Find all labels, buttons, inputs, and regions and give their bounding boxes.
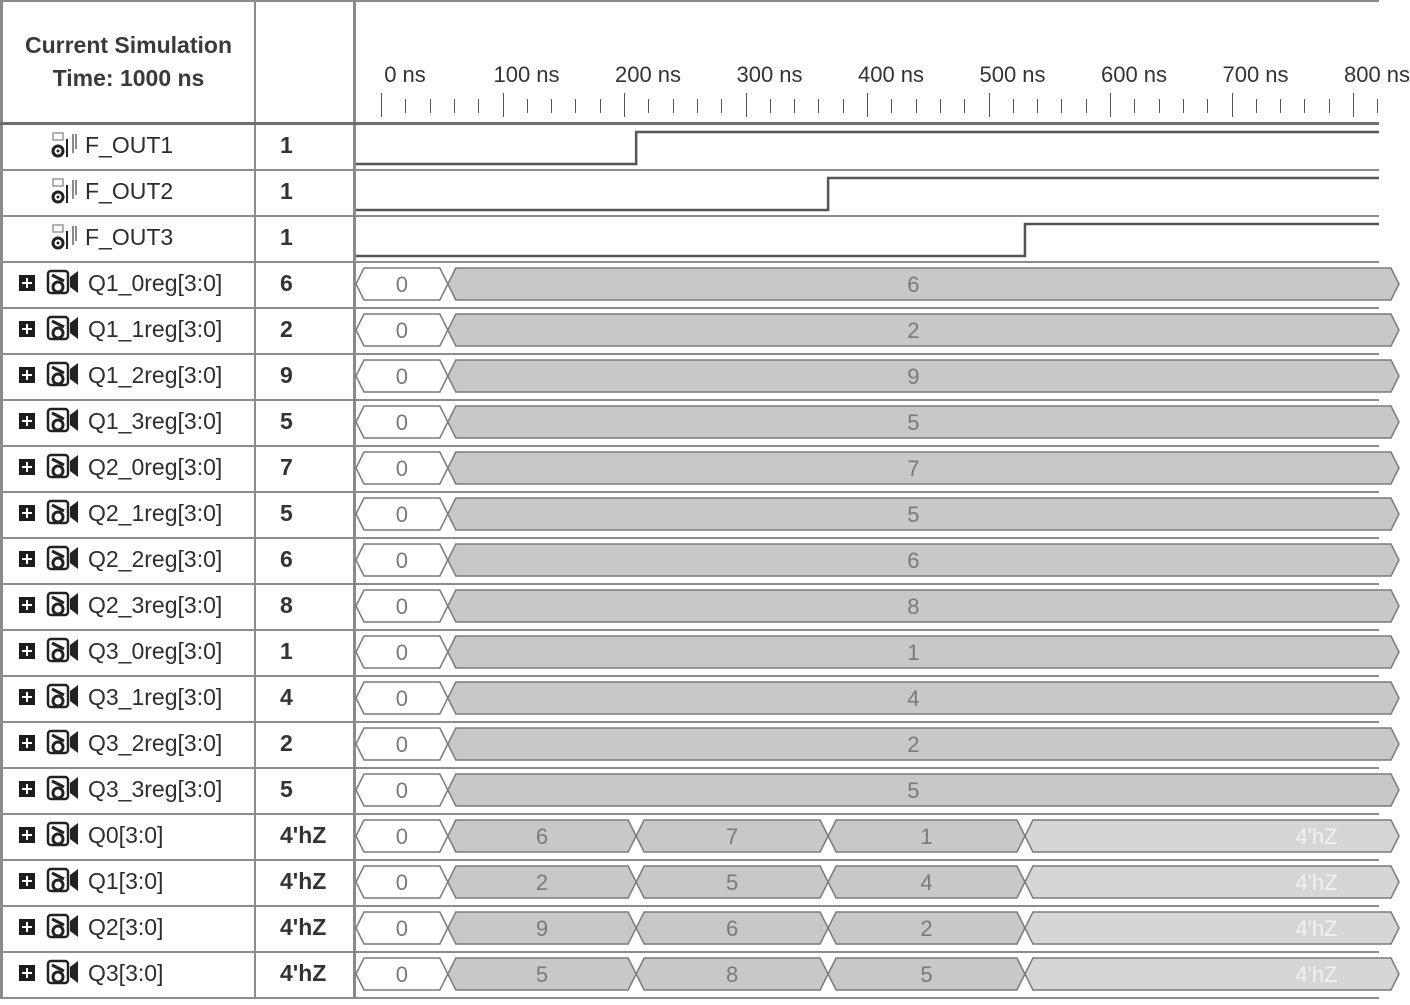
minor-tick — [697, 99, 698, 113]
waveform-cell[interactable] — [356, 723, 1379, 769]
bus-value-label: 0 — [395, 456, 409, 481]
output-bit-icon — [47, 177, 81, 207]
waveform-cell[interactable] — [356, 815, 1379, 861]
signal-row[interactable] — [0, 125, 1379, 171]
major-tick — [1232, 93, 1233, 117]
minor-tick — [1329, 99, 1330, 113]
signal-name: Q3_2reg[3:0] — [88, 730, 223, 756]
signal-value: 4'hZ — [256, 953, 356, 999]
minor-tick — [843, 99, 844, 113]
output-bit-icon — [47, 223, 81, 253]
signal-icon-wrapper — [46, 499, 82, 534]
signal-name: Q2_0reg[3:0] — [88, 454, 223, 480]
signal-icon-wrapper — [46, 407, 82, 442]
bus-value-label: 9 — [907, 364, 920, 389]
bus-register-icon — [46, 499, 82, 529]
signal-name-cell[interactable] — [0, 539, 256, 585]
bus-register-icon — [46, 269, 82, 299]
bus-register-icon — [46, 453, 82, 483]
bus-value-label: 0 — [395, 686, 409, 711]
signal-value: 9 — [256, 355, 356, 401]
bus-register-icon — [46, 637, 82, 667]
waveform-cell[interactable] — [356, 953, 1379, 999]
signal-name-cell[interactable] — [0, 355, 256, 401]
expand-plus-icon[interactable] — [19, 459, 35, 475]
major-tick — [381, 93, 382, 117]
signal-name-cell[interactable] — [0, 769, 256, 815]
bus-value-label: 6 — [535, 824, 549, 849]
signal-row[interactable] — [0, 723, 1379, 769]
signal-row[interactable] — [0, 631, 1379, 677]
signal-value: 4'hZ — [256, 861, 356, 907]
signal-row[interactable] — [0, 493, 1379, 539]
signal-icon-wrapper — [46, 959, 82, 994]
signal-icon-wrapper — [46, 545, 82, 580]
signal-row[interactable] — [0, 769, 1379, 815]
bus-value-label: 0 — [395, 548, 409, 573]
time-tick-label: 400 ns — [857, 62, 925, 87]
bus-segment-highz — [1025, 912, 1399, 944]
bus-value-label: 0 — [395, 870, 409, 895]
bus-value-label: 0 — [395, 272, 409, 297]
time-tick-label: 600 ns — [1100, 62, 1168, 87]
bus-value-label: 5 — [907, 778, 920, 803]
waveform-svg — [356, 263, 1379, 309]
minor-tick — [964, 99, 965, 113]
bus-value-label: 0 — [395, 410, 409, 435]
bus-output-icon — [46, 821, 82, 851]
signal-name: F_OUT3 — [85, 224, 174, 250]
waveform-cell[interactable] — [356, 125, 1379, 171]
waveform-svg — [356, 539, 1379, 585]
value-column-header — [256, 2, 356, 122]
minor-tick — [575, 99, 576, 113]
major-tick — [746, 93, 747, 117]
time-tick-label: 800 ns — [1343, 62, 1410, 87]
bus-segment — [448, 636, 1399, 668]
bus-value-label: 2 — [907, 732, 920, 757]
signal-name-cell[interactable] — [0, 953, 256, 999]
minor-tick — [648, 99, 649, 113]
signal-value: 5 — [256, 401, 356, 447]
signal-icon-wrapper — [46, 637, 82, 672]
minor-tick — [527, 99, 528, 113]
bus-register-icon — [46, 591, 82, 621]
signal-value: 1 — [256, 217, 356, 263]
signal-value: 1 — [256, 125, 356, 171]
time-tick-label: 200 ns — [614, 62, 682, 87]
bus-segment-highz — [1025, 866, 1399, 898]
bus-value-label: 1 — [920, 824, 933, 849]
bus-segment — [448, 498, 1399, 530]
bus-segment-highz — [1025, 820, 1399, 852]
signal-row[interactable] — [0, 953, 1379, 999]
bus-value-label: 4'hZ — [1295, 824, 1338, 849]
waveform-svg — [356, 723, 1379, 769]
bus-register-icon — [46, 729, 82, 759]
bus-register-icon — [46, 361, 82, 391]
signal-icon-wrapper — [46, 729, 82, 764]
minor-tick — [1037, 99, 1038, 113]
bus-value-label: 0 — [395, 502, 409, 527]
major-tick — [503, 93, 504, 117]
waveform-svg — [356, 631, 1379, 677]
bus-value-label: 7 — [907, 456, 920, 481]
waveform-cell[interactable] — [356, 907, 1379, 953]
signal-icon-wrapper — [46, 315, 82, 350]
waveform-cell[interactable] — [356, 493, 1379, 539]
time-tick-label: 700 ns — [1222, 62, 1289, 87]
minor-tick — [673, 99, 674, 113]
bus-value-label: 0 — [395, 318, 409, 343]
bit-waveform — [356, 178, 1379, 210]
major-tick — [867, 93, 868, 117]
bus-value-label: 4 — [907, 686, 920, 711]
bus-value-label: 0 — [395, 916, 409, 941]
signal-value: 1 — [256, 631, 356, 677]
signal-icon-wrapper — [47, 131, 81, 166]
bus-value-label: 5 — [920, 962, 933, 987]
bus-value-label: 5 — [907, 410, 920, 435]
expand-plus-icon[interactable] — [19, 919, 35, 935]
bus-segment — [448, 544, 1399, 576]
signal-value: 2 — [256, 723, 356, 769]
minor-tick — [454, 99, 455, 113]
waveform-svg — [356, 769, 1379, 815]
signal-icon-wrapper — [47, 177, 81, 212]
bus-value-label: 0 — [395, 364, 409, 389]
waveform-cell[interactable] — [356, 309, 1379, 355]
minor-tick — [1280, 99, 1281, 113]
minor-tick — [1013, 99, 1014, 113]
bus-value-label: 2 — [907, 318, 920, 343]
signal-icon-wrapper — [46, 591, 82, 626]
minor-tick — [1183, 99, 1184, 113]
major-tick — [989, 93, 990, 117]
bus-value-label: 0 — [395, 732, 409, 757]
signal-value: 1 — [256, 171, 356, 217]
bus-value-label: 8 — [907, 594, 920, 619]
minor-tick — [818, 99, 819, 113]
bus-value-label: 2 — [535, 870, 549, 895]
signal-name: Q1_2reg[3:0] — [88, 362, 223, 388]
signal-name: Q2_1reg[3:0] — [88, 500, 223, 526]
minor-tick — [721, 99, 722, 113]
signal-value: 5 — [256, 769, 356, 815]
expand-plus-icon[interactable] — [19, 413, 35, 429]
signal-row[interactable] — [0, 815, 1379, 861]
expand-plus-icon[interactable] — [19, 689, 35, 705]
signal-name-cell[interactable] — [0, 401, 256, 447]
minor-tick — [551, 99, 552, 113]
signal-name-cell[interactable] — [0, 263, 256, 309]
output-bit-icon — [47, 131, 81, 161]
expand-plus-icon[interactable] — [19, 367, 35, 383]
bus-value-label: 2 — [920, 916, 933, 941]
waveform-cell[interactable] — [356, 447, 1379, 493]
bus-segment — [448, 682, 1399, 714]
signal-value: 6 — [256, 539, 356, 585]
waveform-svg — [356, 447, 1379, 493]
minor-tick — [1134, 99, 1135, 113]
bus-register-icon — [46, 315, 82, 345]
signal-icon-wrapper — [46, 361, 82, 396]
bus-value-label: 0 — [395, 640, 409, 665]
signal-name: Q3_0reg[3:0] — [88, 638, 223, 664]
signal-value: 8 — [256, 585, 356, 631]
minor-tick — [916, 99, 917, 113]
minor-tick — [794, 99, 795, 113]
waveform-cell[interactable] — [356, 217, 1379, 263]
bit-waveform — [356, 132, 1379, 164]
signal-name-cell[interactable] — [0, 907, 256, 953]
bus-value-label: 0 — [395, 778, 409, 803]
minor-tick — [770, 99, 771, 113]
bus-value-label: 5 — [535, 962, 549, 987]
waveform-svg — [356, 585, 1379, 631]
time-ruler[interactable] — [356, 2, 1410, 122]
major-tick — [624, 93, 625, 117]
waveform-cell[interactable] — [356, 861, 1379, 907]
signal-icon-wrapper — [46, 913, 82, 948]
bus-segment-highz — [1025, 958, 1399, 990]
waveform-svg — [356, 125, 1379, 171]
signal-icon-wrapper — [46, 821, 82, 856]
expand-plus-icon[interactable] — [19, 597, 35, 613]
signal-name-cell[interactable] — [0, 171, 256, 217]
bit-waveform — [356, 224, 1379, 256]
signal-row[interactable] — [0, 539, 1379, 585]
time-tick-label: 500 ns — [979, 62, 1046, 87]
waveform-svg — [356, 355, 1379, 401]
major-tick — [1353, 93, 1354, 117]
waveform-svg — [356, 401, 1379, 447]
bus-segment — [448, 406, 1399, 438]
bus-value-label: 0 — [395, 594, 409, 619]
bus-value-label: 5 — [726, 870, 739, 895]
signal-name: Q1_0reg[3:0] — [88, 270, 223, 296]
signal-value: 4 — [256, 677, 356, 723]
waveform-cell[interactable] — [356, 585, 1379, 631]
waveform-cell[interactable] — [356, 355, 1379, 401]
minor-tick — [1304, 99, 1305, 113]
signal-name: F_OUT2 — [85, 178, 174, 204]
waveform-cell[interactable] — [356, 401, 1379, 447]
time-tick-label: 0 ns — [384, 62, 426, 87]
bus-segment — [448, 728, 1399, 760]
signal-name: Q2_2reg[3:0] — [88, 546, 223, 572]
row-divider — [0, 997, 1379, 999]
bus-value-label: 8 — [726, 962, 739, 987]
waveform-svg — [356, 861, 1379, 907]
bus-register-icon — [46, 683, 82, 713]
expand-plus-icon[interactable] — [19, 781, 35, 797]
time-tick-label: 100 ns — [493, 62, 560, 87]
expand-plus-icon[interactable] — [19, 643, 35, 659]
signal-row[interactable] — [0, 677, 1379, 723]
simulation-title-line1: Current Simulation — [24, 32, 232, 58]
bus-value-label: 7 — [726, 824, 739, 849]
time-tick-label: 300 ns — [736, 62, 803, 87]
signal-name-cell[interactable] — [0, 815, 256, 861]
signal-name: Q3[3:0] — [88, 960, 164, 986]
waveform-svg — [356, 493, 1379, 539]
signal-name: Q3_1reg[3:0] — [88, 684, 223, 710]
signal-name-cell[interactable] — [0, 447, 256, 493]
bus-value-label: 4'hZ — [1295, 962, 1338, 987]
signal-name: Q3_3reg[3:0] — [88, 776, 223, 802]
waveform-svg — [356, 677, 1379, 723]
bus-value-label: 0 — [395, 962, 409, 987]
signal-name: Q1_1reg[3:0] — [88, 316, 223, 342]
bus-value-label: 1 — [907, 640, 920, 665]
waveform-svg — [356, 953, 1379, 999]
expand-plus-icon[interactable] — [19, 551, 35, 567]
expand-plus-icon[interactable] — [19, 321, 35, 337]
bus-register-icon — [46, 775, 82, 805]
signal-icon-wrapper — [46, 453, 82, 488]
signal-value: 4'hZ — [256, 907, 356, 953]
signal-name: Q2[3:0] — [88, 914, 164, 940]
signal-name: F_OUT1 — [85, 132, 174, 158]
signal-icon-wrapper — [47, 223, 81, 258]
signal-name-cell[interactable] — [0, 631, 256, 677]
signal-name-cell[interactable] — [0, 309, 256, 355]
signal-name-cell[interactable] — [0, 217, 256, 263]
minor-tick — [430, 99, 431, 113]
expand-plus-icon[interactable] — [19, 275, 35, 291]
signal-row[interactable] — [0, 585, 1379, 631]
signal-row[interactable] — [0, 447, 1379, 493]
bus-output-icon — [46, 867, 82, 897]
waveform-svg — [356, 815, 1379, 861]
signal-row[interactable] — [0, 861, 1379, 907]
minor-tick — [1061, 99, 1062, 113]
minor-tick — [1207, 99, 1208, 113]
waveform-cell[interactable] — [356, 539, 1379, 585]
signal-name: Q1_3reg[3:0] — [88, 408, 223, 434]
bus-segment — [448, 360, 1399, 392]
bus-segment — [448, 314, 1399, 346]
bus-value-label: 9 — [535, 916, 549, 941]
waveform-cell[interactable] — [356, 631, 1379, 677]
signal-name-cell[interactable] — [0, 585, 256, 631]
bus-segment — [448, 452, 1399, 484]
bus-value-label: 0 — [395, 824, 409, 849]
bus-segment — [448, 268, 1399, 300]
expand-plus-icon[interactable] — [19, 827, 35, 843]
signal-icon-wrapper — [46, 683, 82, 718]
waveform-cell[interactable] — [356, 171, 1379, 217]
waveform-svg — [356, 217, 1379, 263]
signal-name-cell[interactable] — [0, 677, 256, 723]
simulation-time-header — [0, 2, 256, 122]
signal-row[interactable] — [0, 355, 1379, 401]
waveform-cell[interactable] — [356, 263, 1379, 309]
signal-value: 5 — [256, 493, 356, 539]
bus-output-icon — [46, 959, 82, 989]
signal-row[interactable] — [0, 401, 1379, 447]
expand-plus-icon[interactable] — [19, 735, 35, 751]
minor-tick — [1377, 99, 1378, 113]
waveform-cell[interactable] — [356, 677, 1379, 723]
bus-register-icon — [46, 545, 82, 575]
expand-plus-icon[interactable] — [19, 505, 35, 521]
bus-register-icon — [46, 407, 82, 437]
signal-name: Q2_3reg[3:0] — [88, 592, 223, 618]
waveform-cell[interactable] — [356, 769, 1379, 815]
waveform-svg — [356, 907, 1379, 953]
signal-row[interactable] — [0, 907, 1379, 953]
minor-tick — [478, 99, 479, 113]
minor-tick — [1086, 99, 1087, 113]
signal-icon-wrapper — [46, 867, 82, 902]
signal-icon-wrapper — [46, 775, 82, 810]
bus-value-label: 5 — [907, 502, 920, 527]
signal-name: Q1[3:0] — [88, 868, 164, 894]
bus-output-icon — [46, 913, 82, 943]
major-tick — [1110, 93, 1111, 117]
signal-name-cell[interactable] — [0, 723, 256, 769]
bus-value-label: 6 — [907, 272, 920, 297]
signal-row[interactable] — [0, 171, 1379, 217]
signal-name-cell[interactable] — [0, 493, 256, 539]
signal-name-cell[interactable] — [0, 861, 256, 907]
waveform-header — [0, 2, 1410, 124]
signal-icon-wrapper — [46, 269, 82, 304]
minor-tick — [940, 99, 941, 113]
simulation-time-label: Time: 1000 ns — [52, 65, 205, 91]
bus-value-label: 4'hZ — [1295, 870, 1338, 895]
bus-value-label: 4 — [920, 870, 933, 895]
bus-segment — [448, 774, 1399, 806]
bus-value-label: 6 — [726, 916, 739, 941]
minor-tick — [1256, 99, 1257, 113]
signal-value: 4'hZ — [256, 815, 356, 861]
minor-tick — [891, 99, 892, 113]
minor-tick — [1159, 99, 1160, 113]
signal-row[interactable] — [0, 309, 1379, 355]
signal-value: 2 — [256, 309, 356, 355]
expand-plus-icon[interactable] — [19, 965, 35, 981]
signal-value: 6 — [256, 263, 356, 309]
expand-plus-icon[interactable] — [19, 873, 35, 889]
minor-tick — [405, 99, 406, 113]
bus-value-label: 4'hZ — [1295, 916, 1338, 941]
waveform-svg — [356, 309, 1379, 355]
bus-value-label: 6 — [907, 548, 920, 573]
signal-name: Q0[3:0] — [88, 822, 164, 848]
signal-row[interactable] — [0, 217, 1379, 263]
bus-segment — [448, 590, 1399, 622]
signal-row[interactable] — [0, 263, 1379, 309]
minor-tick — [600, 99, 601, 113]
waveform-svg — [356, 171, 1379, 217]
signal-value: 7 — [256, 447, 356, 493]
signal-name-cell[interactable] — [0, 125, 256, 171]
